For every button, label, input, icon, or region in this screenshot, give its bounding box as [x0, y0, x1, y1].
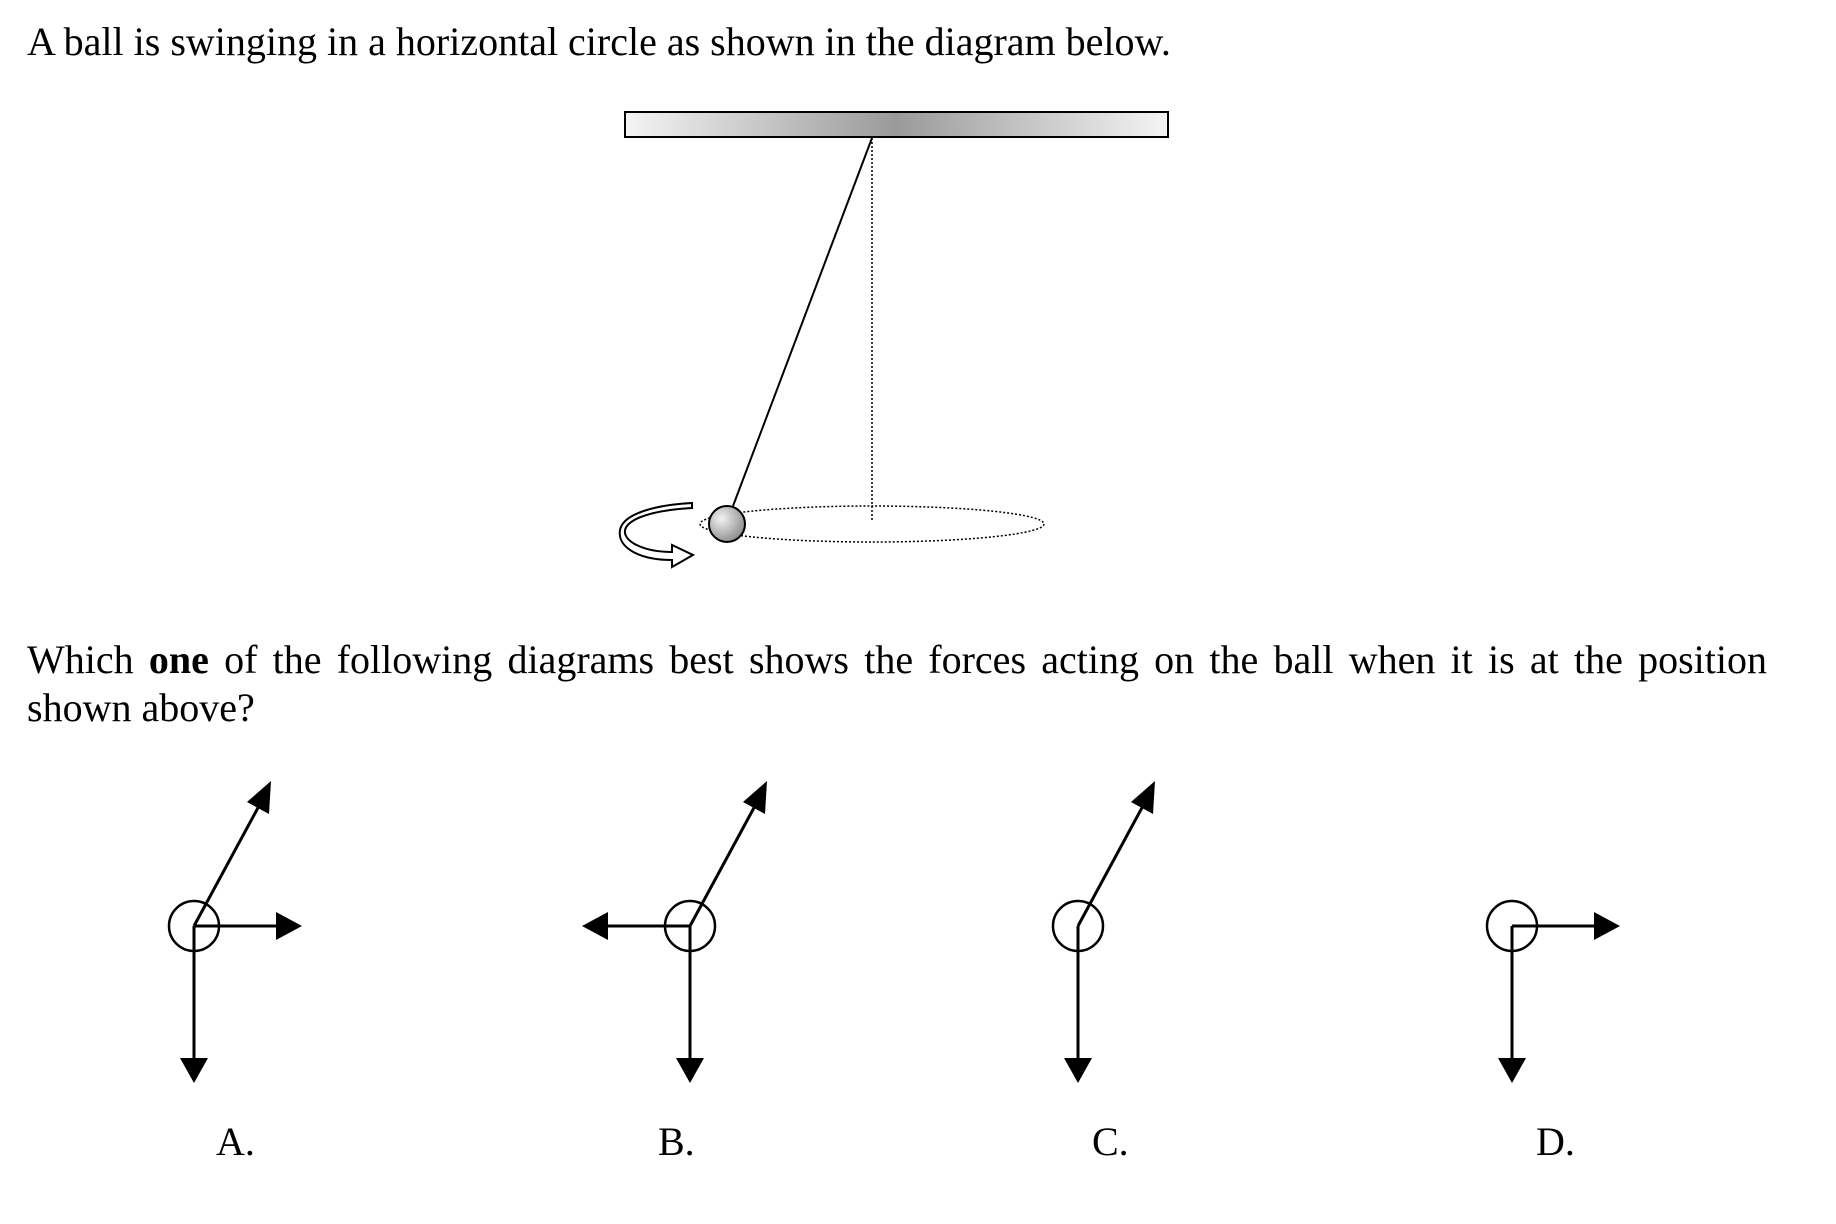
option-a-label[interactable]: A.	[216, 1119, 255, 1164]
option-b-force-diagram[interactable]	[582, 781, 767, 1083]
intro-text: A ball is swinging in a horizontal circle as shown in the diagram below.	[27, 19, 1171, 64]
question-text	[27, 636, 1767, 732]
rotation-arrow-icon	[620, 503, 693, 567]
ball	[709, 506, 745, 542]
option-c-label[interactable]: C.	[1092, 1119, 1129, 1164]
option-a-force-diagram[interactable]	[169, 781, 302, 1083]
question-emphasis: one	[148, 637, 209, 682]
question-after: of the following diagrams best shows the forces acting on the ball when it is at the position shown above?	[27, 637, 1767, 730]
option-b-label[interactable]: B.	[658, 1119, 695, 1164]
option-d-force-diagram[interactable]	[1487, 901, 1620, 1083]
support-bar	[625, 112, 1168, 137]
option-c-force-diagram[interactable]	[1053, 781, 1155, 1083]
string	[733, 138, 872, 506]
question-before: Which	[27, 637, 149, 682]
option-d-label[interactable]: D.	[1536, 1119, 1575, 1164]
